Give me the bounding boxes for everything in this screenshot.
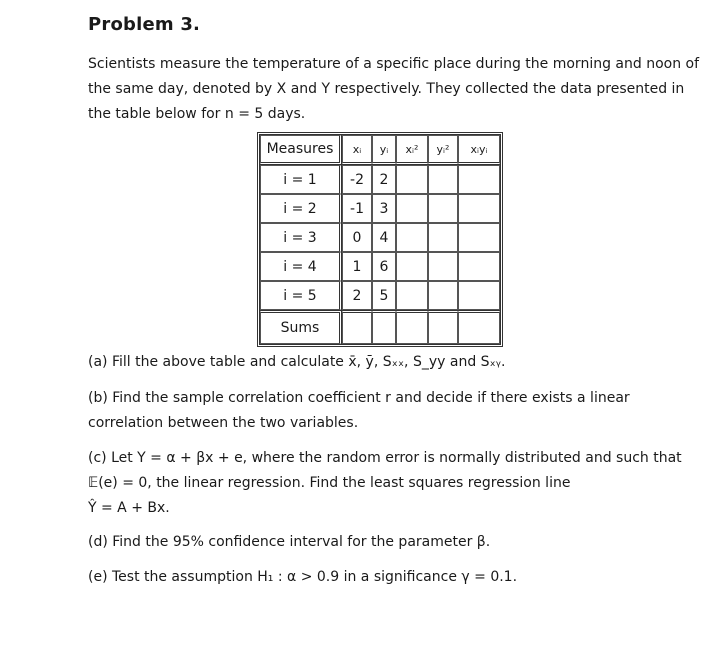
cell-x: 2 [342,281,372,310]
cell-y-squared[interactable] [428,281,458,310]
header-y-squared: yᵢ² [428,135,458,165]
header-measures: Measures [260,135,342,165]
cell-x-squared[interactable] [396,194,428,223]
cell-y-squared[interactable] [428,194,458,223]
question-e-text: (e) Test the assumption H₁ : α > 0.9 in a significance γ = 0.1. [88,569,518,585]
table-header-row [260,135,500,165]
header-xy: xᵢyᵢ [458,135,500,165]
intro-line: the same day, denoted by X and Y respectively. They collected the data presented in [88,81,685,97]
cell-y: 6 [372,252,396,281]
cell-x-squared[interactable] [396,252,428,281]
sum-y-squared[interactable] [428,310,458,344]
problem-intro [88,52,700,127]
row-label: i = 5 [260,281,342,310]
cell-x-squared[interactable] [396,223,428,252]
cell-x: -1 [342,194,372,223]
cell-xy[interactable] [458,194,500,223]
question-b-text: (b) Find the sample correlation coefficient r and decide if there exists a linear [88,390,630,406]
header-y: yᵢ [372,135,396,165]
sum-xy[interactable] [458,310,500,344]
cell-xy[interactable] [458,223,500,252]
question-c-text: (c) Let Y = α + βx + e, where the random error is normally distributed and such that [88,450,682,466]
cell-y: 3 [372,194,396,223]
question-c-text: Ŷ = A + Bx. [88,500,170,516]
table-row [260,165,500,194]
table-row [260,194,500,223]
header-x: xᵢ [342,135,372,165]
question-e [88,565,688,590]
cell-xy[interactable] [458,252,500,281]
question-d [88,530,688,555]
row-label: i = 4 [260,252,342,281]
cell-x-squared[interactable] [396,165,428,194]
sum-x[interactable] [342,310,372,344]
cell-y: 5 [372,281,396,310]
question-c [88,446,688,521]
table-row [260,223,500,252]
cell-y: 4 [372,223,396,252]
sum-y[interactable] [372,310,396,344]
cell-y-squared[interactable] [428,252,458,281]
header-x-squared: xᵢ² [396,135,428,165]
row-label: i = 3 [260,223,342,252]
cell-xy[interactable] [458,165,500,194]
table-row [260,252,500,281]
problem-title: Problem 3. [88,14,201,35]
cell-x: 0 [342,223,372,252]
cell-x: -2 [342,165,372,194]
question-a [88,350,688,375]
intro-line: Scientists measure the temperature of a specific place during the morning and noon of [88,56,700,72]
question-b-text: correlation between the two variables. [88,415,359,431]
cell-x: 1 [342,252,372,281]
row-label: i = 2 [260,194,342,223]
question-d-text: (d) Find the 95% confidence interval for the parameter β. [88,534,491,550]
cell-y-squared[interactable] [428,223,458,252]
question-a-text: (a) Fill the above table and calculate x̄, ȳ, Sₓₓ, S_yy and Sₓᵧ. [88,354,506,370]
cell-y: 2 [372,165,396,194]
cell-xy[interactable] [458,281,500,310]
sum-x-squared[interactable] [396,310,428,344]
sums-row [260,310,500,344]
question-b [88,386,688,436]
sums-label: Sums [260,310,342,344]
intro-line: the table below for n = 5 days. [88,106,306,122]
table-row [260,281,500,310]
question-c-text: 𝔼(e) = 0, the linear regression. Find the least squares regression line [88,475,571,491]
data-table [257,132,503,347]
row-label: i = 1 [260,165,342,194]
cell-y-squared[interactable] [428,165,458,194]
cell-x-squared[interactable] [396,281,428,310]
